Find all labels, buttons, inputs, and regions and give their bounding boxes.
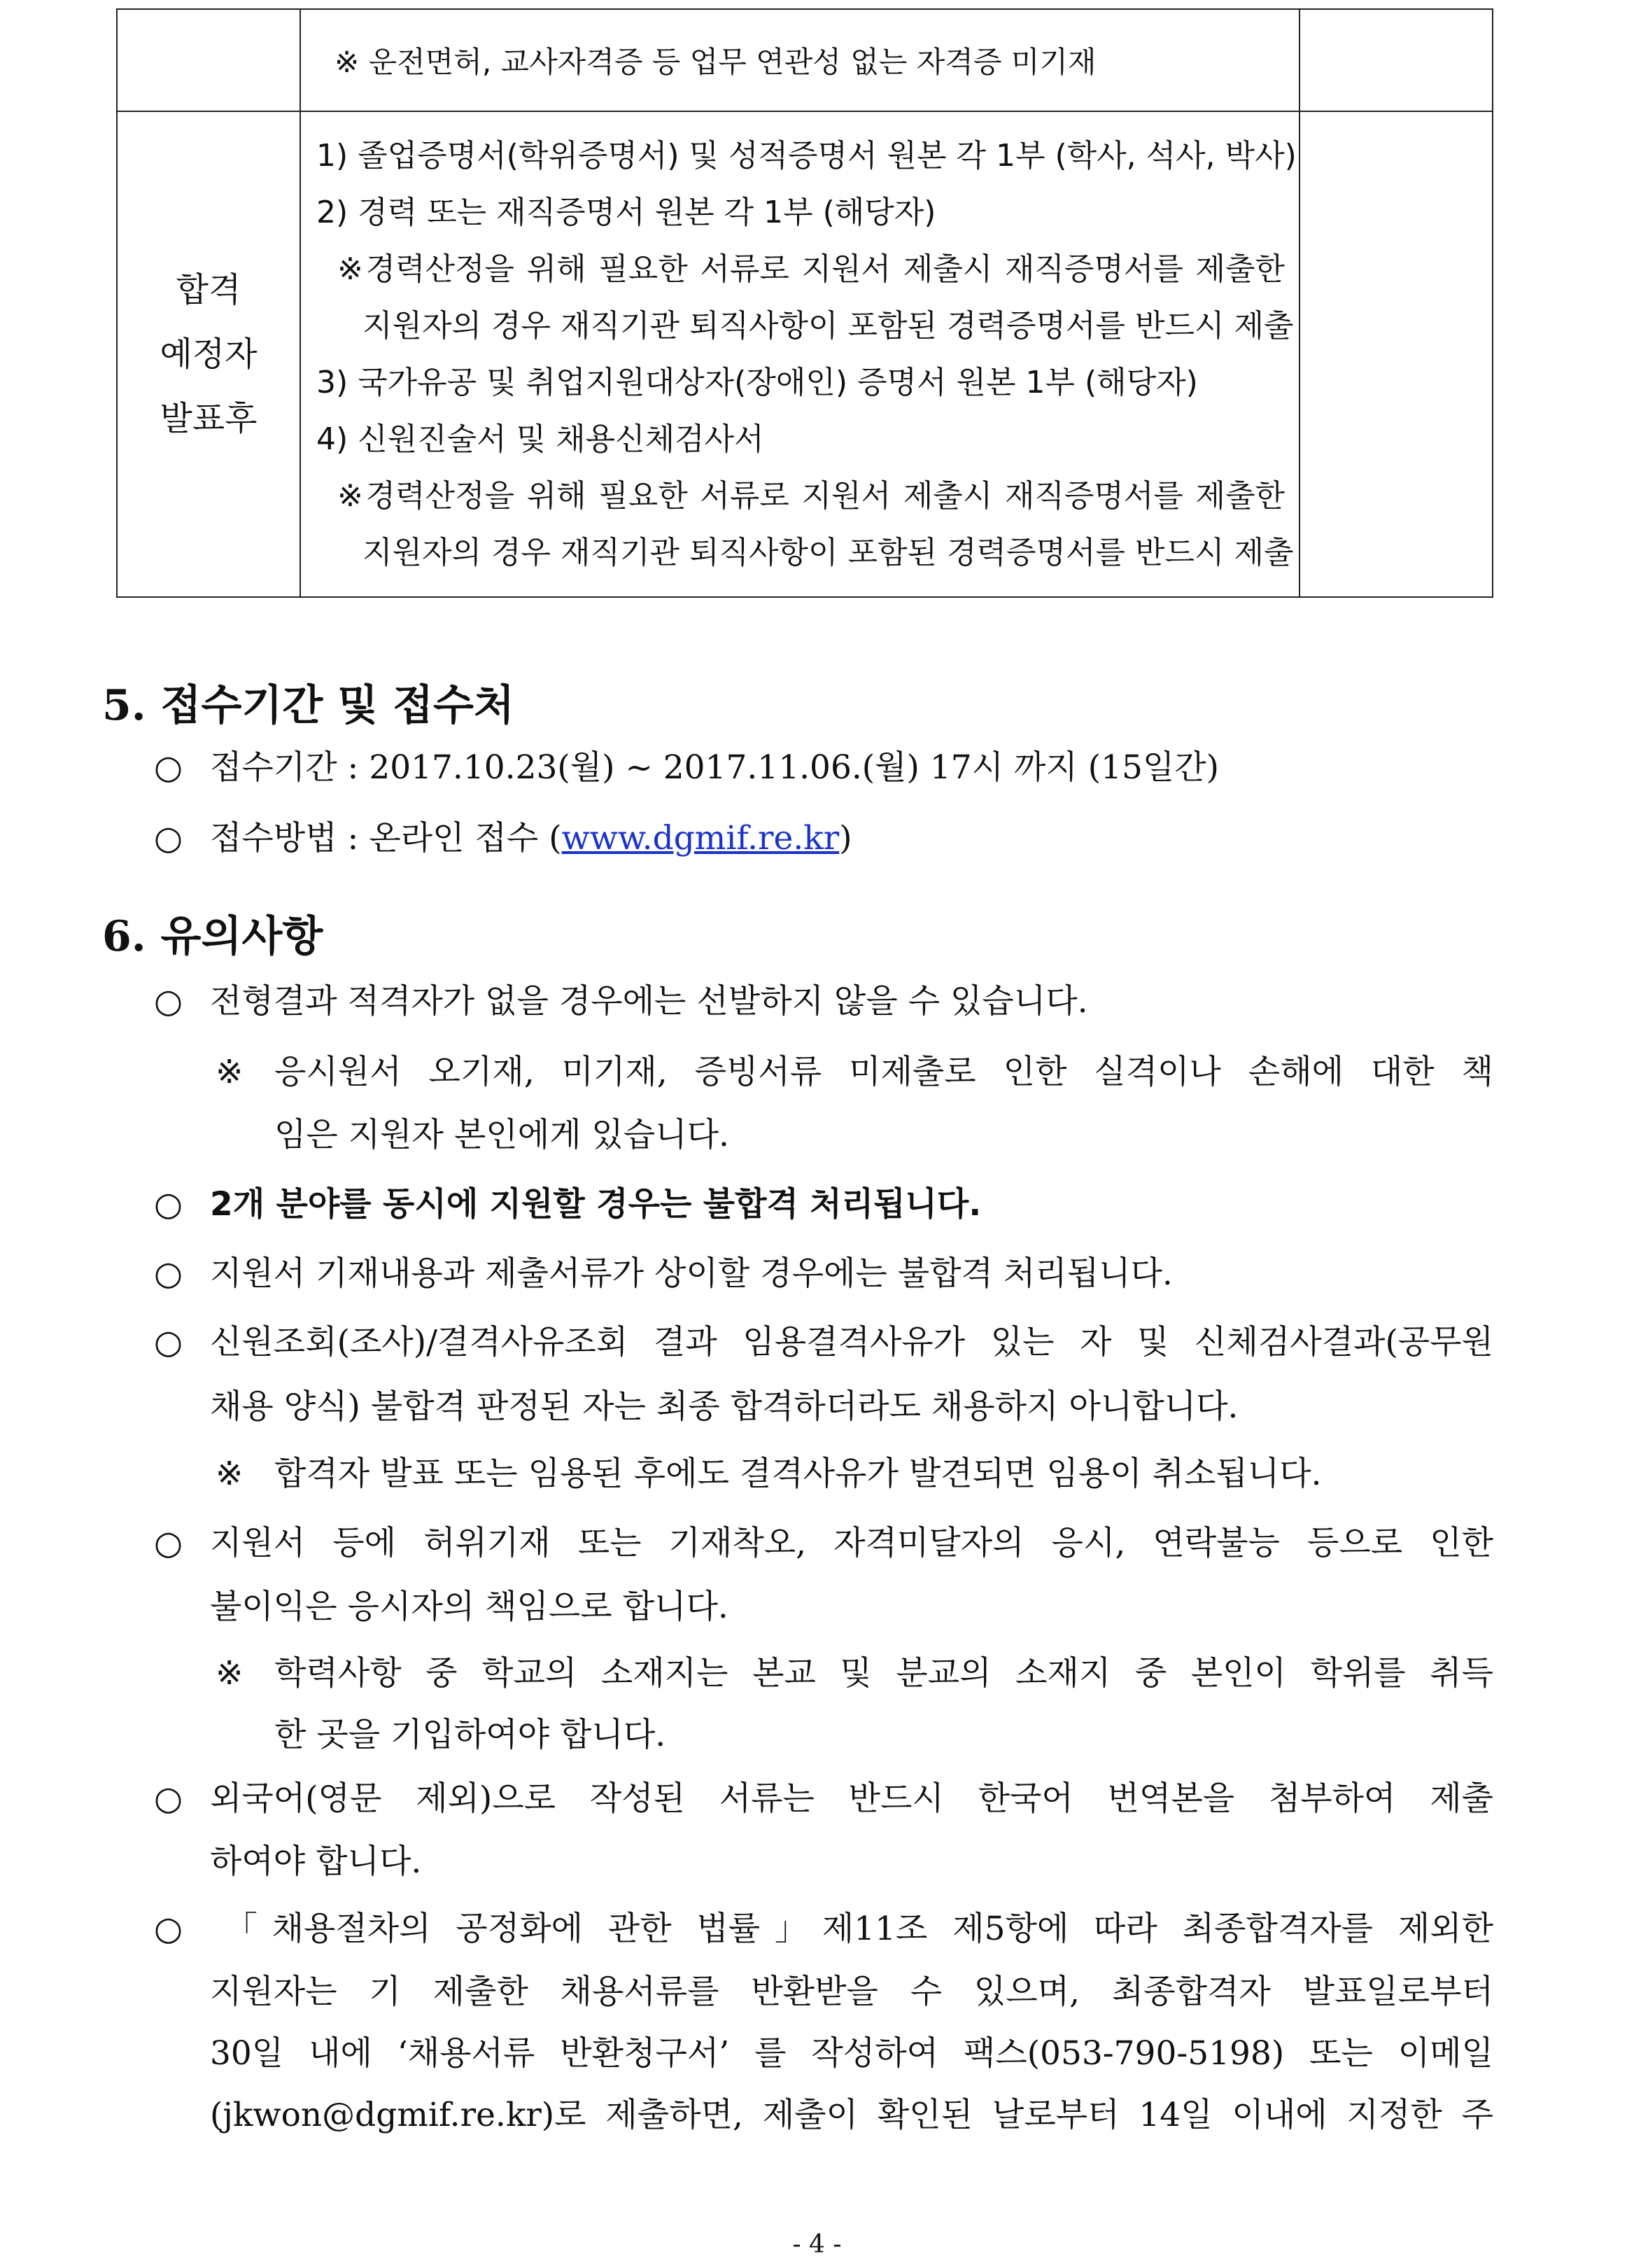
notice-item xyxy=(154,1779,1493,1819)
notice-note-text: 학력사항 중 학교의 소재지는 본교 및 분교의 소재지 중 본인이 학위를 취득 xyxy=(274,1654,1493,1693)
circle-bullet-icon: ○ xyxy=(154,1185,183,1224)
circle-bullet-icon: ○ xyxy=(154,1254,183,1293)
stage-label-line: 합격 xyxy=(176,270,241,309)
notice-text: 지원서 기재내용과 제출서류가 상이할 경우에는 불합격 처리됩니다. xyxy=(210,1254,1173,1293)
notice-continuation: 채용 양식) 불합격 판정된 자는 최종 합격하더라도 채용하지 아니합니다. xyxy=(210,1387,1239,1426)
notice-continuation: (jkwon@dgmif.re.kr)로 제출하면, 제출이 확인된 날로부터 14일 이내에 지정한 주 xyxy=(210,2096,1493,2134)
table-cell-stage-label xyxy=(117,111,300,597)
reception-period-line xyxy=(154,748,1493,788)
notice-note xyxy=(216,1654,1493,1693)
list-item-note: 지원자의 경우 재직기관 퇴직사항이 포함된 경력증명서를 반드시 제출 xyxy=(362,308,1294,344)
reference-mark-icon: ※ xyxy=(216,1455,244,1493)
notice-continuation: 30일 내에 ‘채용서류 반환청구서’ 를 작성하여 팩스(053-790-5198) 또는 이메일 xyxy=(210,2034,1493,2073)
notice-text: 신원조회(조사)/결격사유조회 결과 임용결격사유가 있는 자 및 신체검사결과(공무원 xyxy=(210,1323,1493,1362)
notice-text: 외국어(영문 제외)으로 작성된 서류는 반드시 한국어 번역본을 첨부하여 제출 xyxy=(210,1779,1493,1818)
notice-item xyxy=(154,1323,1493,1362)
notice-note xyxy=(216,1455,1493,1494)
notice-text: 지원서 등에 허위기재 또는 기재착오, 자격미달자의 응시, 연락불능 등으로 인한 xyxy=(210,1524,1493,1562)
notice-item xyxy=(154,1254,1493,1294)
notice-continuation: 하여야 합니다. xyxy=(210,1842,422,1881)
notice-note-continuation: 한 곳을 기입하여야 합니다. xyxy=(274,1716,666,1754)
notice-text: 전형결과 적격자가 없을 경우에는 선발하지 않을 수 있습니다. xyxy=(210,982,1088,1021)
notice-note-text: 응시원서 오기재, 미기재, 증빙서류 미제출로 인한 실격이나 손해에 대한 책 xyxy=(274,1053,1493,1091)
notice-item xyxy=(154,1185,1493,1224)
circle-bullet-icon: ○ xyxy=(154,819,183,858)
stage-label-line: 예정자 xyxy=(160,335,258,374)
circle-bullet-icon: ○ xyxy=(154,748,183,787)
list-item-note: ※경력산정을 위해 필요한 서류로 지원서 제출시 재직증명서를 제출한 xyxy=(337,478,1285,514)
notice-note xyxy=(216,1053,1493,1092)
circle-bullet-icon: ○ xyxy=(154,1779,183,1818)
requirements-table xyxy=(116,8,1493,598)
list-item: 1) 졸업증명서(학위증명서) 및 성적증명서 원본 각 1부 (학사, 석사, 박사) xyxy=(316,138,1297,174)
notice-item xyxy=(154,1910,1493,1949)
notice-continuation: 불이익은 응시자의 책임으로 합니다. xyxy=(210,1588,728,1626)
page-number: - 4 - xyxy=(792,2230,842,2259)
circle-bullet-icon: ○ xyxy=(154,1910,183,1948)
table-cell-empty xyxy=(117,9,300,111)
section-6-heading: 6. 유의사항 xyxy=(102,912,323,961)
list-item: 4) 신원진술서 및 채용신체검사서 xyxy=(316,421,764,457)
reception-method-text: 접수방법 : 온라인 접수 ( xyxy=(210,819,562,858)
reference-mark-icon: ※ xyxy=(216,1654,244,1693)
notice-note-text: 합격자 발표 또는 임용된 후에도 결격사유가 발견되면 임용이 취소됩니다. xyxy=(274,1455,1322,1493)
table-row xyxy=(117,9,1493,111)
notice-item xyxy=(154,1524,1493,1563)
notice-item xyxy=(154,982,1493,1021)
notice-continuation: 지원자는 기 제출한 채용서류를 반환받을 수 있으며, 최종합격자 발표일로부터 xyxy=(210,1973,1493,2011)
reception-period-text: 접수기간 : 2017.10.23(월) ~ 2017.11.06.(월) 17시 까지 (15일간) xyxy=(210,748,1219,787)
reception-method-line xyxy=(154,819,1493,858)
reference-mark-icon: ※ xyxy=(216,1053,244,1091)
list-item: 2) 경력 또는 재직증명서 원본 각 1부 (해당자) xyxy=(316,195,936,230)
table-cell-document-list xyxy=(300,111,1300,597)
list-item: 3) 국가유공 및 취업지원대상자(장애인) 증명서 원본 1부 (해당자) xyxy=(316,365,1198,400)
list-item-note: ※경력산정을 위해 필요한 서류로 지원서 제출시 재직증명서를 제출한 xyxy=(337,251,1285,287)
circle-bullet-icon: ○ xyxy=(154,1323,183,1362)
stage-label-line: 발표후 xyxy=(160,399,258,438)
circle-bullet-icon: ○ xyxy=(154,982,183,1021)
table-cell-empty xyxy=(1300,111,1493,597)
notice-text: 2개 분야를 동시에 지원할 경우는 불합격 처리됩니다. xyxy=(210,1185,982,1224)
website-link[interactable]: www.dgmif.re.kr xyxy=(561,819,840,858)
reception-method-suffix: ) xyxy=(839,819,852,858)
section-5-heading: 5. 접수기간 및 접수처 xyxy=(102,681,514,730)
circle-bullet-icon: ○ xyxy=(154,1524,183,1562)
notice-note-continuation: 임은 지원자 본인에게 있습니다. xyxy=(274,1116,729,1154)
table-cell-note: ※ 운전면허, 교사자격증 등 업무 연관성 없는 자격증 미기재 xyxy=(300,9,1300,111)
notice-text: 「채용절차의 공정화에 관한 법률」제11조 제5항에 따라 최종합격자를 제외한 xyxy=(210,1910,1493,1948)
table-cell-empty xyxy=(1300,9,1493,111)
table-row xyxy=(117,111,1493,597)
list-item-note: 지원자의 경우 재직기관 퇴직사항이 포함된 경력증명서를 반드시 제출 xyxy=(362,535,1294,570)
